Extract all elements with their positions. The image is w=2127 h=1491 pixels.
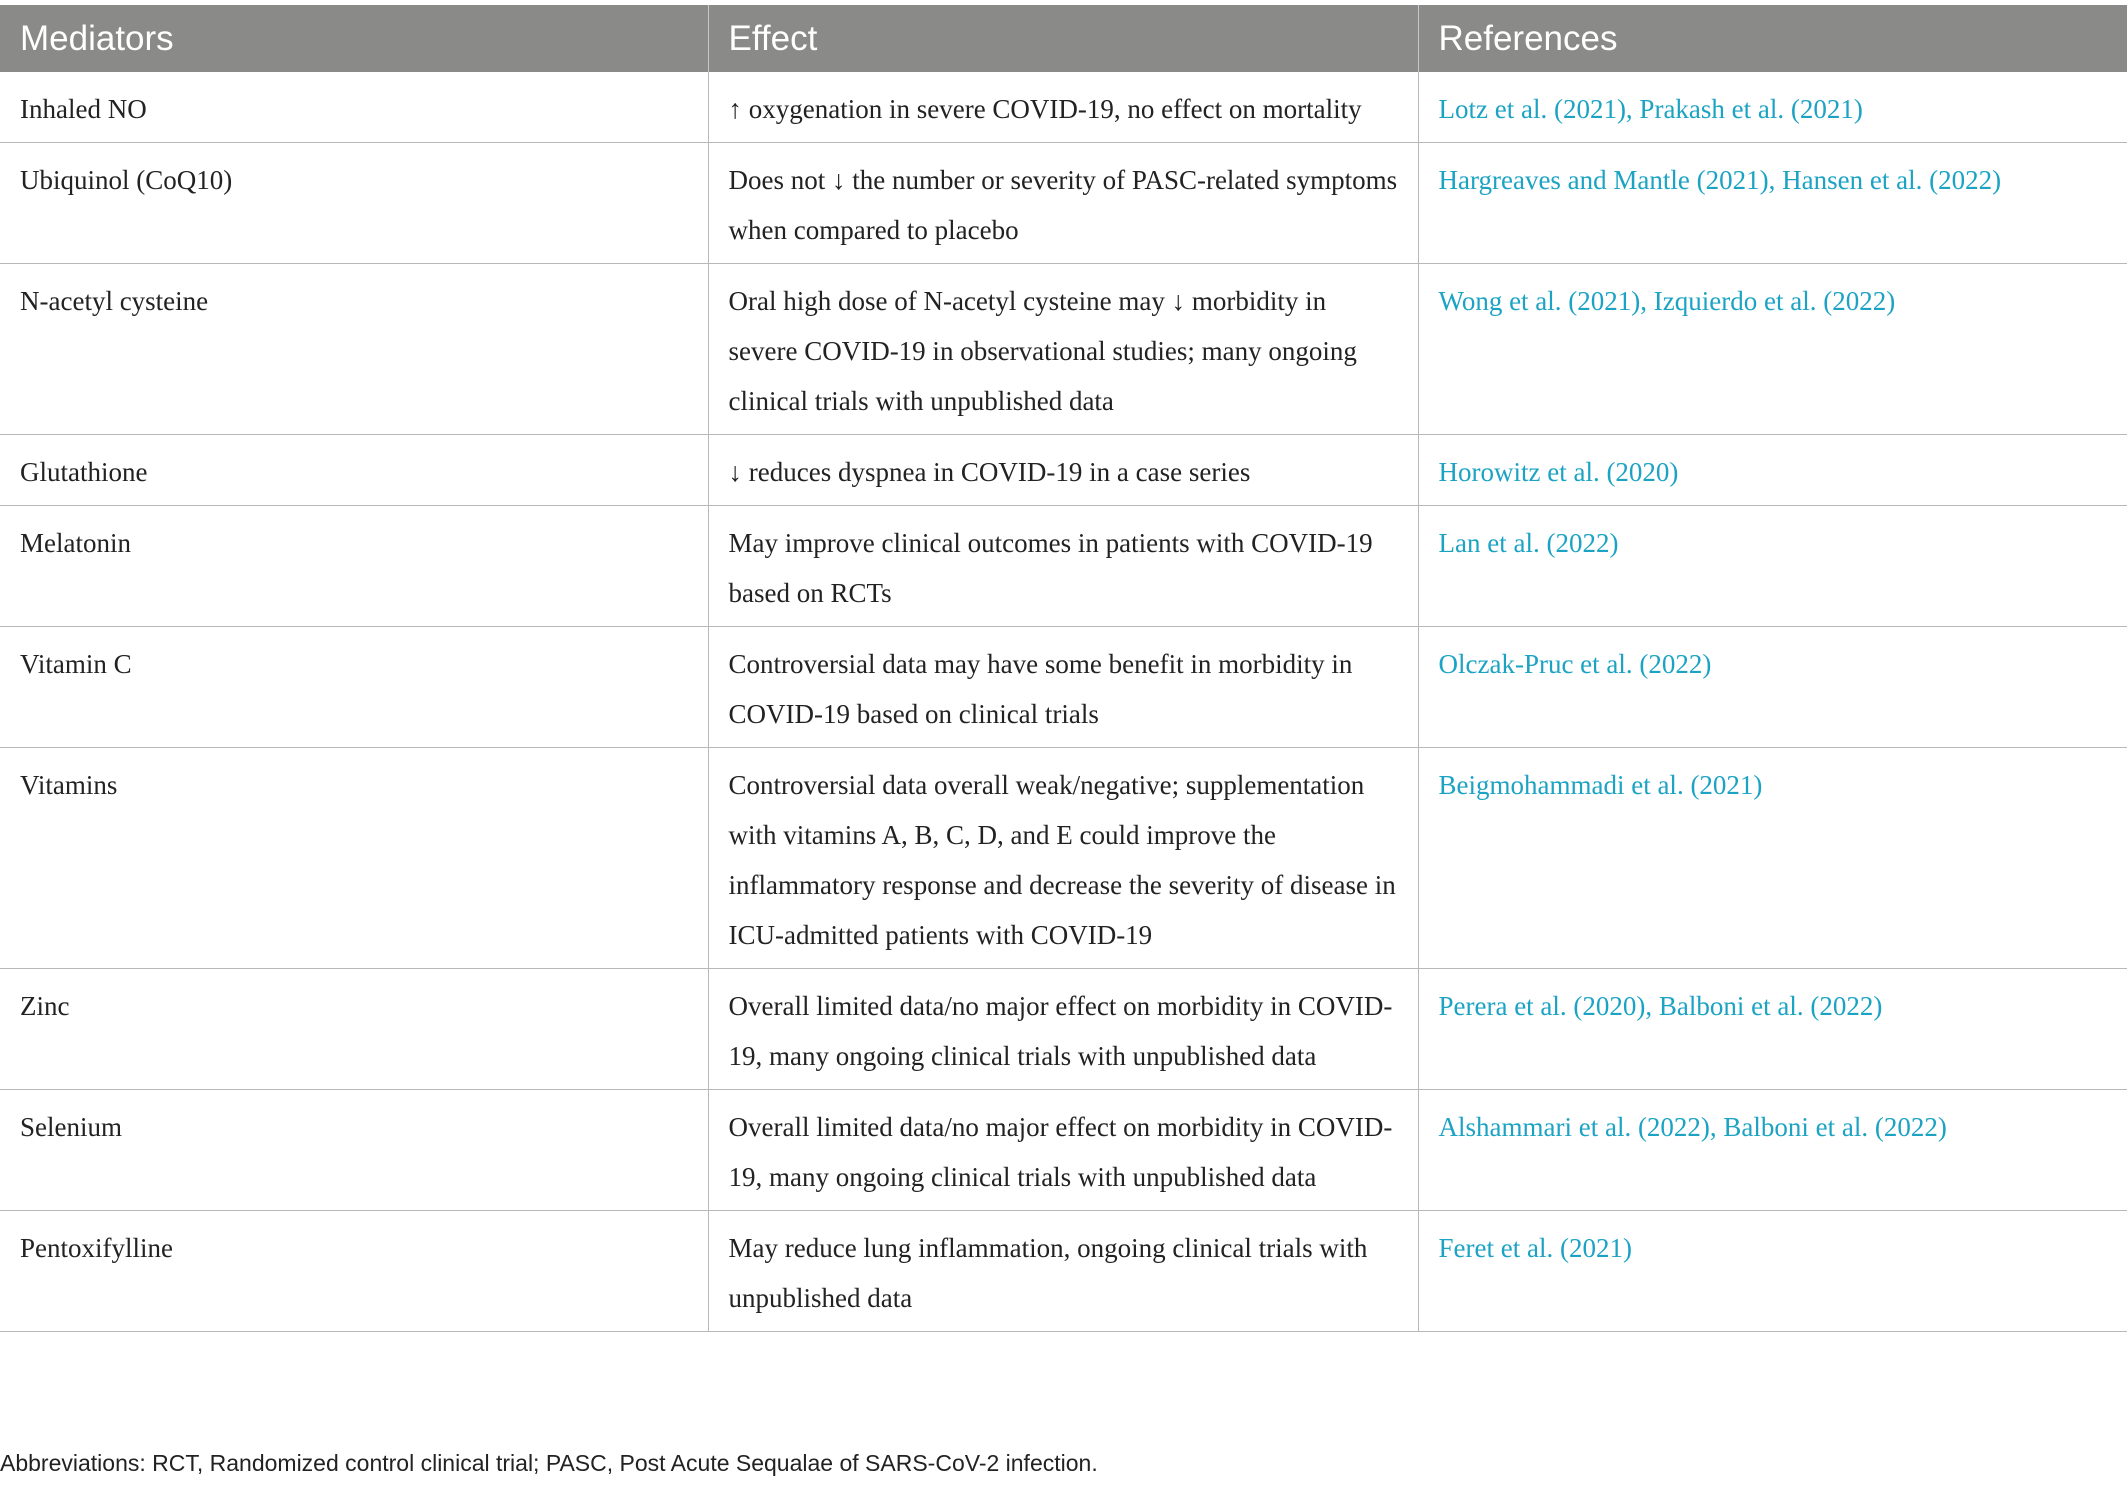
- table-row: [0, 72, 2127, 143]
- effect-cell: Overall limited data/no major effect on morbidity in COVID-19, many ongoing clinical trials with unpublished data: [708, 969, 1418, 1090]
- table-row: [0, 1090, 2127, 1211]
- reference-link[interactable]: Horowitz et al. (2020): [1418, 435, 2127, 506]
- effect-cell: ↑ oxygenation in severe COVID-19, no effect on mortality: [708, 72, 1418, 143]
- table-body: [0, 72, 2127, 1332]
- mediator-cell: Glutathione: [0, 435, 708, 506]
- effect-cell: May improve clinical outcomes in patients with COVID-19 based on RCTs: [708, 506, 1418, 627]
- mediator-cell: Ubiquinol (CoQ10): [0, 143, 708, 264]
- table-row: [0, 748, 2127, 969]
- table-row: [0, 627, 2127, 748]
- effect-cell: Controversial data may have some benefit in morbidity in COVID-19 based on clinical trials: [708, 627, 1418, 748]
- header-row: [0, 5, 2127, 72]
- mediator-cell: Vitamin C: [0, 627, 708, 748]
- table-row: [0, 969, 2127, 1090]
- reference-link[interactable]: Lotz et al. (2021), Prakash et al. (2021): [1418, 72, 2127, 143]
- reference-link[interactable]: Alshammari et al. (2022), Balboni et al. (2022): [1418, 1090, 2127, 1211]
- header-references: References: [1418, 5, 2127, 72]
- table-row: [0, 506, 2127, 627]
- mediators-table-container: [0, 5, 2127, 1332]
- header-mediators: Mediators: [0, 5, 708, 72]
- table-row: [0, 264, 2127, 435]
- table-header: [0, 5, 2127, 72]
- reference-link[interactable]: Feret et al. (2021): [1418, 1211, 2127, 1332]
- effect-cell: May reduce lung inflammation, ongoing clinical trials with unpublished data: [708, 1211, 1418, 1332]
- header-effect: Effect: [708, 5, 1418, 72]
- table-row: [0, 143, 2127, 264]
- reference-link[interactable]: Lan et al. (2022): [1418, 506, 2127, 627]
- table-row: [0, 435, 2127, 506]
- mediator-cell: Zinc: [0, 969, 708, 1090]
- mediator-cell: Inhaled NO: [0, 72, 708, 143]
- mediator-cell: Vitamins: [0, 748, 708, 969]
- table-row: [0, 1211, 2127, 1332]
- effect-cell: Does not ↓ the number or severity of PASC-related symptoms when compared to placebo: [708, 143, 1418, 264]
- effect-cell: ↓ reduces dyspnea in COVID-19 in a case series: [708, 435, 1418, 506]
- reference-link[interactable]: Beigmohammadi et al. (2021): [1418, 748, 2127, 969]
- mediator-cell: Pentoxifylline: [0, 1211, 708, 1332]
- mediator-cell: Selenium: [0, 1090, 708, 1211]
- effect-cell: Controversial data overall weak/negative; supplementation with vitamins A, B, C, D, and E could improve the inflammatory response and decrease the severity of disease in ICU-admitted patients with COVID-19: [708, 748, 1418, 969]
- reference-link[interactable]: Hargreaves and Mantle (2021), Hansen et al. (2022): [1418, 143, 2127, 264]
- mediators-table: [0, 5, 2127, 1332]
- effect-cell: Oral high dose of N-acetyl cysteine may ↓ morbidity in severe COVID-19 in observational studies; many ongoing clinical trials with unpublished data: [708, 264, 1418, 435]
- reference-link[interactable]: Perera et al. (2020), Balboni et al. (2022): [1418, 969, 2127, 1090]
- mediator-cell: Melatonin: [0, 506, 708, 627]
- mediator-cell: N-acetyl cysteine: [0, 264, 708, 435]
- reference-link[interactable]: Olczak-Pruc et al. (2022): [1418, 627, 2127, 748]
- effect-cell: Overall limited data/no major effect on morbidity in COVID-19, many ongoing clinical trials with unpublished data: [708, 1090, 1418, 1211]
- abbreviations-footnote: Abbreviations: RCT, Randomized control clinical trial; PASC, Post Acute Sequalae of SARS-CoV-2 infection.: [0, 1450, 1098, 1476]
- reference-link[interactable]: Wong et al. (2021), Izquierdo et al. (2022): [1418, 264, 2127, 435]
